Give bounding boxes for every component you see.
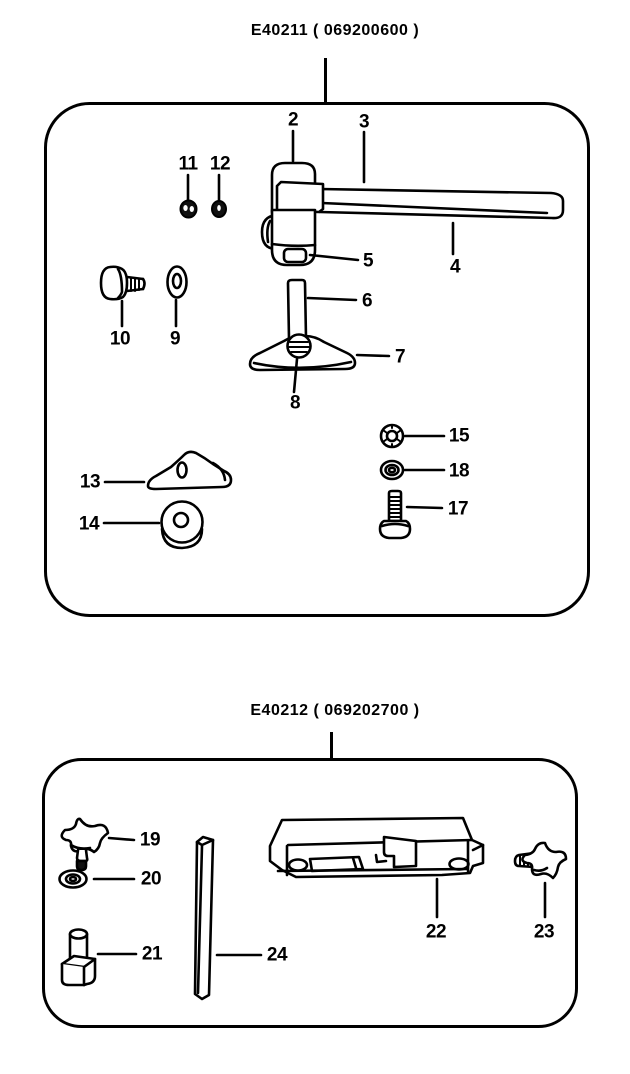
part-24-drawing: [195, 837, 261, 999]
part-label-8: 8: [289, 392, 301, 414]
leader-line-5: [310, 255, 358, 260]
part-label-18: 18: [448, 460, 470, 482]
leader-line-17: [407, 507, 442, 508]
part-label-13: 13: [79, 471, 101, 493]
part-label-11: 11: [178, 153, 198, 175]
part-label-5: 5: [362, 250, 374, 272]
part-label-15: 15: [448, 425, 470, 447]
part-5-drawing: [262, 210, 358, 265]
title-connector-line-e40212: [330, 732, 333, 758]
part-7-drawing: [250, 336, 389, 370]
part-label-19: 19: [139, 829, 161, 851]
part-9-drawing: [168, 267, 187, 327]
part-label-22: 22: [425, 921, 447, 943]
leader-line-7: [357, 355, 389, 356]
part-18-drawing: [381, 461, 444, 479]
part-label-23: 23: [533, 921, 555, 943]
part-14-drawing: [104, 502, 203, 549]
part-label-20: 20: [140, 868, 162, 890]
figure-art-e40211: [44, 102, 590, 617]
part-2-drawing: [272, 131, 323, 212]
part-19-drawing: [62, 819, 134, 870]
part-11-drawing: [181, 175, 197, 218]
part-label-7: 7: [394, 346, 406, 368]
part-17-drawing: [380, 491, 442, 538]
leader-line-19: [109, 838, 134, 840]
part-13-drawing: [105, 452, 231, 489]
part-label-3: 3: [358, 111, 370, 133]
part-21-drawing: [62, 930, 136, 986]
leader-line-6: [308, 298, 356, 300]
part-label-2: 2: [287, 109, 299, 131]
title-connector-line-e40211: [324, 58, 327, 102]
part-label-12: 12: [209, 153, 231, 175]
figure-title-e40211: E40211 ( 069200600 ): [250, 22, 420, 39]
part-20-drawing: [60, 871, 135, 888]
part-15-drawing: [381, 425, 444, 447]
part-label-14: 14: [78, 513, 100, 535]
part-10-drawing: [101, 267, 145, 326]
part-4-drawing: [320, 189, 563, 254]
part-label-4: 4: [449, 256, 461, 278]
part-label-21: 21: [141, 943, 163, 965]
part-label-6: 6: [361, 290, 373, 312]
part-22-drawing: [270, 818, 483, 917]
figure-panel-e40211: [44, 102, 590, 617]
figure-panel-e40212: [42, 758, 578, 1028]
part-label-9: 9: [169, 328, 181, 350]
part-6-drawing: [288, 280, 356, 339]
part-label-10: 10: [109, 328, 131, 350]
figure-art-e40212: [42, 758, 578, 1028]
part-23-drawing: [515, 843, 566, 917]
part-label-17: 17: [447, 498, 469, 520]
part-12-drawing: [212, 175, 226, 217]
part-label-24: 24: [266, 944, 288, 966]
panel-border: [44, 760, 577, 1027]
figure-title-e40212: E40212 ( 069202700 ): [250, 702, 420, 719]
